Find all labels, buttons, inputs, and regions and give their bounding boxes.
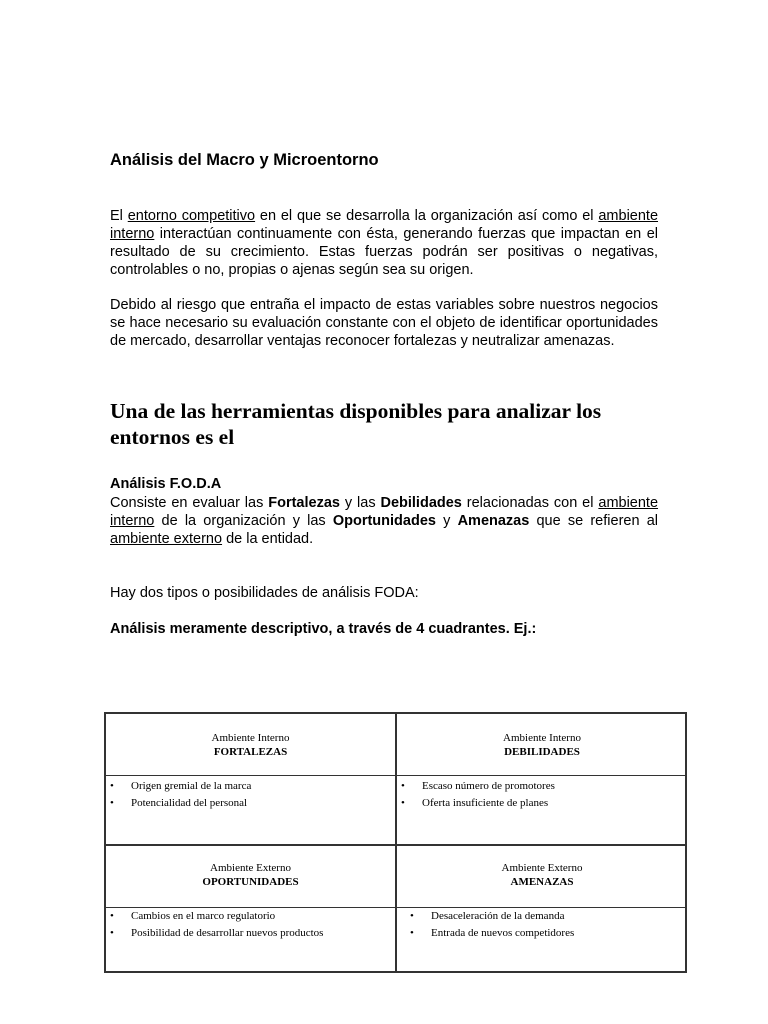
oportunidades-cell [106, 908, 395, 942]
fortalezas-list [106, 778, 395, 812]
list-item: • Escaso número de promotores [397, 778, 687, 795]
main-heading: Análisis del Macro y Microentorno [110, 151, 379, 169]
list-item: • Origen gremial de la marca [106, 778, 395, 795]
para3-text-6: que se refieren al [529, 513, 658, 529]
fortalezas-title: FORTALEZAS [213, 746, 288, 758]
para3-bold-fortalezas: Fortalezas [268, 495, 340, 511]
para3-text-5: y [435, 513, 458, 529]
debilidades-label: Ambiente Interno [503, 732, 581, 744]
foda-divider-1 [106, 775, 685, 776]
tools-heading: Una de las herramientas disponibles para analizar los entornos es el [110, 399, 602, 449]
list-item: • Desaceleración de la demanda [397, 908, 687, 925]
oportunidades-title: OPORTUNIDADES [202, 876, 299, 888]
list-item: • Oferta insuficiente de planes [397, 795, 687, 812]
foda-heading: Análisis F.O.D.A [110, 476, 222, 492]
amenazas-header [397, 861, 687, 889]
para3-text-7: de la entidad. [222, 531, 314, 547]
debilidades-cell [397, 778, 687, 812]
list-item: • Potencialidad del personal [106, 795, 395, 812]
paragraph-foda-definition [110, 494, 658, 548]
para1-underline-ambiente-interno: ambiente interno [110, 208, 659, 242]
para3-text-2: y las [339, 495, 381, 511]
oportunidades-header [106, 861, 395, 889]
foda-divider-2 [106, 844, 685, 846]
para3-text-3: relacionadas con el [461, 495, 599, 511]
debilidades-title: DEBILIDADES [504, 746, 580, 758]
para1-text-2: en el que se desarrolla la organización así como el [255, 208, 599, 224]
fortalezas-label: Ambiente Interno [211, 732, 290, 744]
paragraph-riesgo: Debido al riesgo que entraña el impacto de estas variables sobre nuestros negocios se hace necesario su evaluación constante con el objeto de identificar oportunidades de mercado, desarrollar ventajas reconocer fortalezas y neutralizar amenazas. [110, 297, 658, 349]
list-item: • Entrada de nuevos competidores [397, 925, 687, 942]
fortalezas-header [106, 731, 395, 759]
amenazas-list [397, 908, 687, 942]
debilidades-header [397, 731, 687, 759]
amenazas-label: Ambiente Externo [501, 862, 583, 874]
amenazas-title: AMENAZAS [510, 876, 574, 888]
para1-underline-entorno-competitivo: entorno competitivo [127, 208, 256, 224]
para3-underline-ambiente-interno: ambiente interno [110, 495, 659, 529]
list-item: • Posibilidad de desarrollar nuevos productos [106, 925, 395, 942]
para3-bold-oportunidades: Oportunidades [332, 513, 436, 529]
para1-text-1: El [110, 208, 128, 224]
para3-text-1: Consiste en evaluar las [110, 495, 269, 511]
foda-table [104, 712, 687, 973]
amenazas-cell [397, 908, 687, 942]
descriptive-analysis-line: Análisis meramente descriptivo, a través de 4 cuadrantes. Ej.: [110, 621, 537, 637]
para3-text-4: de la organización y las [154, 513, 333, 529]
para3-bold-debilidades: Debilidades [380, 495, 462, 511]
oportunidades-label: Ambiente Externo [210, 862, 291, 874]
para1-text-3: interactúan continuamente con ésta, generando fuerzas que impactan en el resultado de su crecimiento. Estas fuerzas podrán ser positivas o negativas, controlables o no, propias o ajenas según sea su origen. [110, 226, 658, 278]
oportunidades-list [106, 908, 395, 942]
tipos-line: Hay dos tipos o posibilidades de análisis FODA: [110, 585, 419, 601]
list-item: • Cambios en el marco regulatorio [106, 908, 395, 925]
para3-bold-amenazas: Amenazas [457, 513, 530, 529]
debilidades-list [397, 778, 687, 812]
para3-underline-ambiente-externo: ambiente externo [110, 531, 223, 547]
fortalezas-cell [106, 778, 395, 812]
paragraph-entorno [110, 207, 658, 279]
